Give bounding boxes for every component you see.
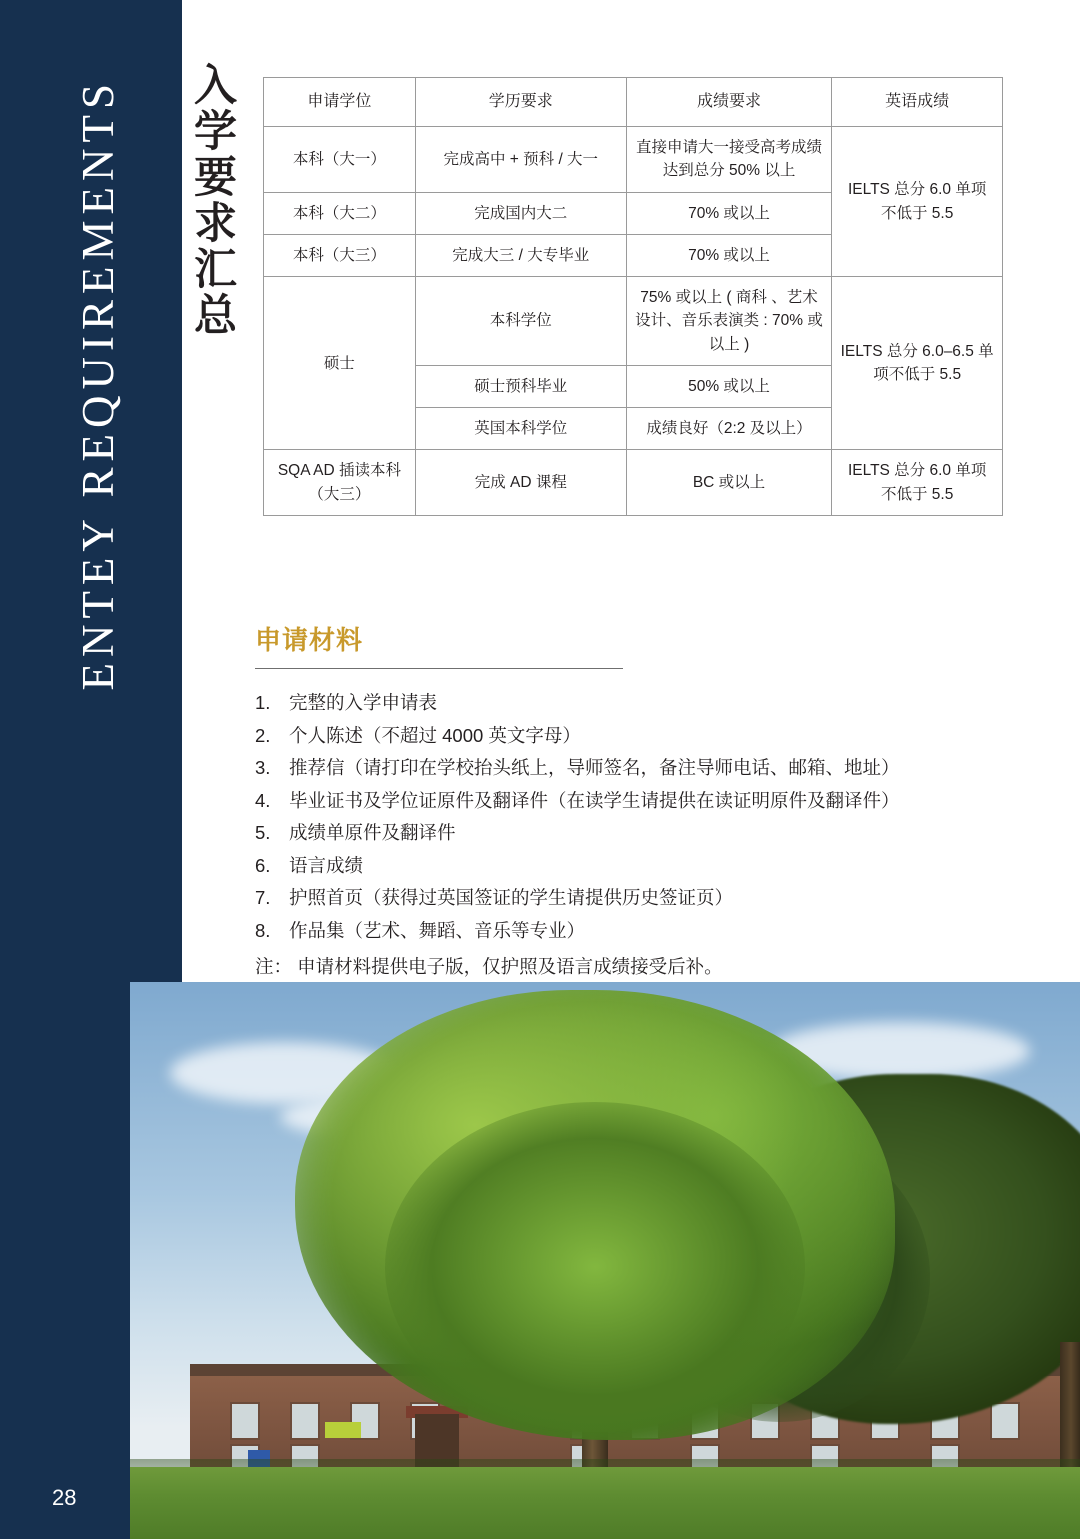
list-item — [255, 817, 995, 850]
cell-degree-sqa-ad: SQA AD 插读本科 （大三） — [264, 450, 416, 516]
application-materials-note: 注： 申请材料提供电子版，仅护照及语言成绩接受后补。 — [255, 956, 723, 978]
cell-score-undergrad-y3: 70% 或以上 — [626, 234, 832, 276]
cell-english-master: IELTS 总分 6.0–6.5 单项不低于 5.5 — [832, 277, 1003, 450]
table-header-english: 英语成绩 — [832, 78, 1003, 127]
photo-green-sign — [325, 1422, 361, 1438]
list-item-text: 完整的入学申请表 — [289, 692, 438, 713]
list-item-number: 3. — [255, 757, 271, 779]
list-item-text: 推荐信（请打印在学校抬头纸上，导师签名，备注导师电话、邮箱、地址） — [289, 757, 900, 779]
table-row — [264, 450, 1003, 516]
list-item-text: 个人陈述（不超过 4000 英文字母） — [289, 724, 581, 746]
list-item — [255, 687, 995, 720]
cell-score-undergrad-y1: 直接申请大一接受高考成绩 达到总分 50% 以上 — [626, 127, 832, 193]
cell-score-uk-bachelor: 成绩良好（2:2 及以上） — [626, 408, 832, 450]
cell-education-bachelor-degree: 本科学位 — [415, 277, 626, 366]
cell-education-sqa-ad: 完成 AD 课程 — [415, 450, 626, 516]
list-item-text: 护照首页（获得过英国签证的学生请提供历史签证页） — [289, 887, 734, 909]
application-materials-section — [255, 620, 995, 984]
page-title-text: 入学要求汇总 — [188, 62, 236, 338]
page-title — [190, 62, 252, 392]
cell-degree-undergrad-y3: 本科（大三） — [264, 234, 416, 276]
table-row — [264, 277, 1003, 366]
table-header-row — [264, 78, 1003, 127]
list-item-number: 8. — [255, 919, 271, 941]
cell-education-master-foundation: 硕士预科毕业 — [415, 365, 626, 407]
photo-tree-main-inner — [385, 1102, 805, 1432]
list-item — [255, 785, 995, 818]
list-item — [255, 882, 995, 915]
list-item — [255, 720, 995, 753]
list-item — [255, 915, 995, 948]
table-row — [264, 127, 1003, 193]
list-item-text: 毕业证书及学位证原件及翻译件（在读学生请提供在读证明原件及翻译件） — [289, 789, 900, 811]
cell-degree-undergrad-y2: 本科（大二） — [264, 192, 416, 234]
list-item-number: 5. — [255, 822, 271, 844]
table-header-degree: 申请学位 — [264, 78, 416, 127]
cell-education-undergrad-y1: 完成高中 + 预科 / 大一 — [415, 127, 626, 193]
cell-score-bachelor-degree: 75% 或以上 ( 商科 、艺术设计、音乐表演类 : 70% 或以上 ) — [626, 277, 832, 366]
list-item-text: 成绩单原件及翻译件 — [289, 822, 456, 844]
list-item-text: 作品集（艺术、舞蹈、音乐等专业） — [289, 919, 586, 941]
entry-requirements-table — [263, 77, 1003, 516]
cell-score-undergrad-y2: 70% 或以上 — [626, 192, 832, 234]
list-item — [255, 850, 995, 883]
sidebar-english-title — [0, 0, 182, 1000]
list-item-number: 6. — [255, 854, 271, 876]
campus-photo — [130, 982, 1080, 1539]
photo-lawn — [130, 1467, 1080, 1539]
application-materials-heading-text: 申请材料 — [255, 625, 364, 655]
list-item-number: 1. — [255, 692, 271, 713]
photo-window — [230, 1402, 260, 1440]
photo-window — [990, 1402, 1020, 1440]
list-item-number: 4. — [255, 789, 271, 811]
application-materials-heading — [255, 620, 623, 669]
cell-education-uk-bachelor: 英国本科学位 — [415, 408, 626, 450]
cell-degree-master: 硕士 — [264, 277, 416, 450]
list-item-number: 7. — [255, 887, 271, 909]
list-item-number: 2. — [255, 724, 271, 746]
page-number: 28 — [52, 1485, 77, 1510]
cell-english-undergrad: IELTS 总分 6.0 单项不低于 5.5 — [832, 127, 1003, 277]
table-header-education: 学历要求 — [415, 78, 626, 127]
cell-education-undergrad-y3: 完成大三 / 大专毕业 — [415, 234, 626, 276]
cell-english-sqa-ad: IELTS 总分 6.0 单项不低于 5.5 — [832, 450, 1003, 516]
application-materials-list — [255, 687, 995, 947]
heading-divider — [255, 668, 623, 669]
cell-education-undergrad-y2: 完成国内大二 — [415, 192, 626, 234]
sidebar-english-title-text: ENTEY REQUIREMENTS — [73, 78, 123, 691]
cell-degree-undergrad-y1: 本科（大一） — [264, 127, 416, 193]
list-item — [255, 752, 995, 785]
cell-score-sqa-ad: BC 或以上 — [626, 450, 832, 516]
photo-window — [290, 1402, 320, 1440]
table-header-score: 成绩要求 — [626, 78, 832, 127]
cell-score-master-foundation: 50% 或以上 — [626, 365, 832, 407]
list-item-text: 语言成绩 — [289, 854, 364, 876]
